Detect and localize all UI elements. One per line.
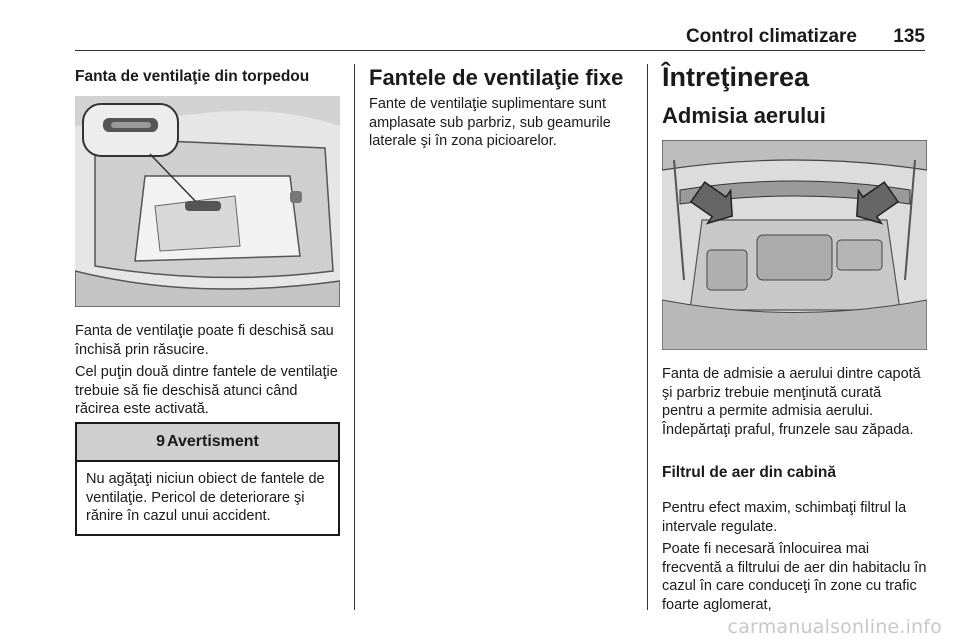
paragraph-air-intake: Fanta de admisie a aerului dintre capotă şi parbriz trebuie menţinută curată pentru a permite admisia aerului. Îndepărtaţi praful, frunzele sau zăpada. xyxy=(662,366,921,438)
cabin-filter-heading: Filtrul de aer din cabină xyxy=(662,464,836,481)
column-divider-1 xyxy=(354,64,355,610)
section-title: Control climatizare xyxy=(685,26,857,47)
warning-body xyxy=(77,462,338,534)
warning-triangle-icon: 9 xyxy=(156,433,165,450)
page-header xyxy=(75,26,925,52)
paragraph-filter-frequency: Poate fi necesară înlocuirea mai frecventă a filtrului de aer din habitaclu în cazul în care conduceţi în zone cu trafic foarte aglomerat, xyxy=(662,541,927,613)
warning-title: Avertisment xyxy=(167,433,259,450)
fixed-vents-heading: Fantele de ventilaţie fixe xyxy=(369,65,624,90)
warning-box xyxy=(75,422,340,536)
paragraph-cooling-vents: Cel puţin două dintre fantele de ventilaţie trebuie să fie deschisă atunci când răcirea este activată. xyxy=(75,364,338,417)
glovebox-vent-heading: Fanta de ventilaţie din torpedou xyxy=(75,68,310,85)
engine-bay-air-intake-illustration xyxy=(662,140,927,350)
maintenance-heading: Întreţinerea xyxy=(662,62,810,92)
paragraph-turn-vent: Fanta de ventilaţie poate fi deschisă sau închisă prin răsucire. xyxy=(75,323,334,358)
column-divider-2 xyxy=(647,64,648,610)
watermark: carmanualsonline.info xyxy=(727,616,942,638)
glovebox-vent-illustration xyxy=(75,96,340,307)
page-number: 135 xyxy=(893,26,925,47)
warning-text: Nu agăţaţi niciun obiect de fantele de ventilaţie. Pericol de deteriorare şi rănire în cazul unui accident. xyxy=(86,471,325,524)
header-divider xyxy=(75,50,925,51)
warning-header xyxy=(77,424,338,462)
air-intake-heading: Admisia aerului xyxy=(662,103,826,128)
paragraph-fixed-vents: Fante de ventilaţie suplimentare sunt amplasate sub parbriz, sub geamurile laterale şi în zona picioarelor. xyxy=(369,96,611,149)
paragraph-filter-interval: Pentru efect maxim, schimbaţi filtrul la intervale regulate. xyxy=(662,500,907,535)
